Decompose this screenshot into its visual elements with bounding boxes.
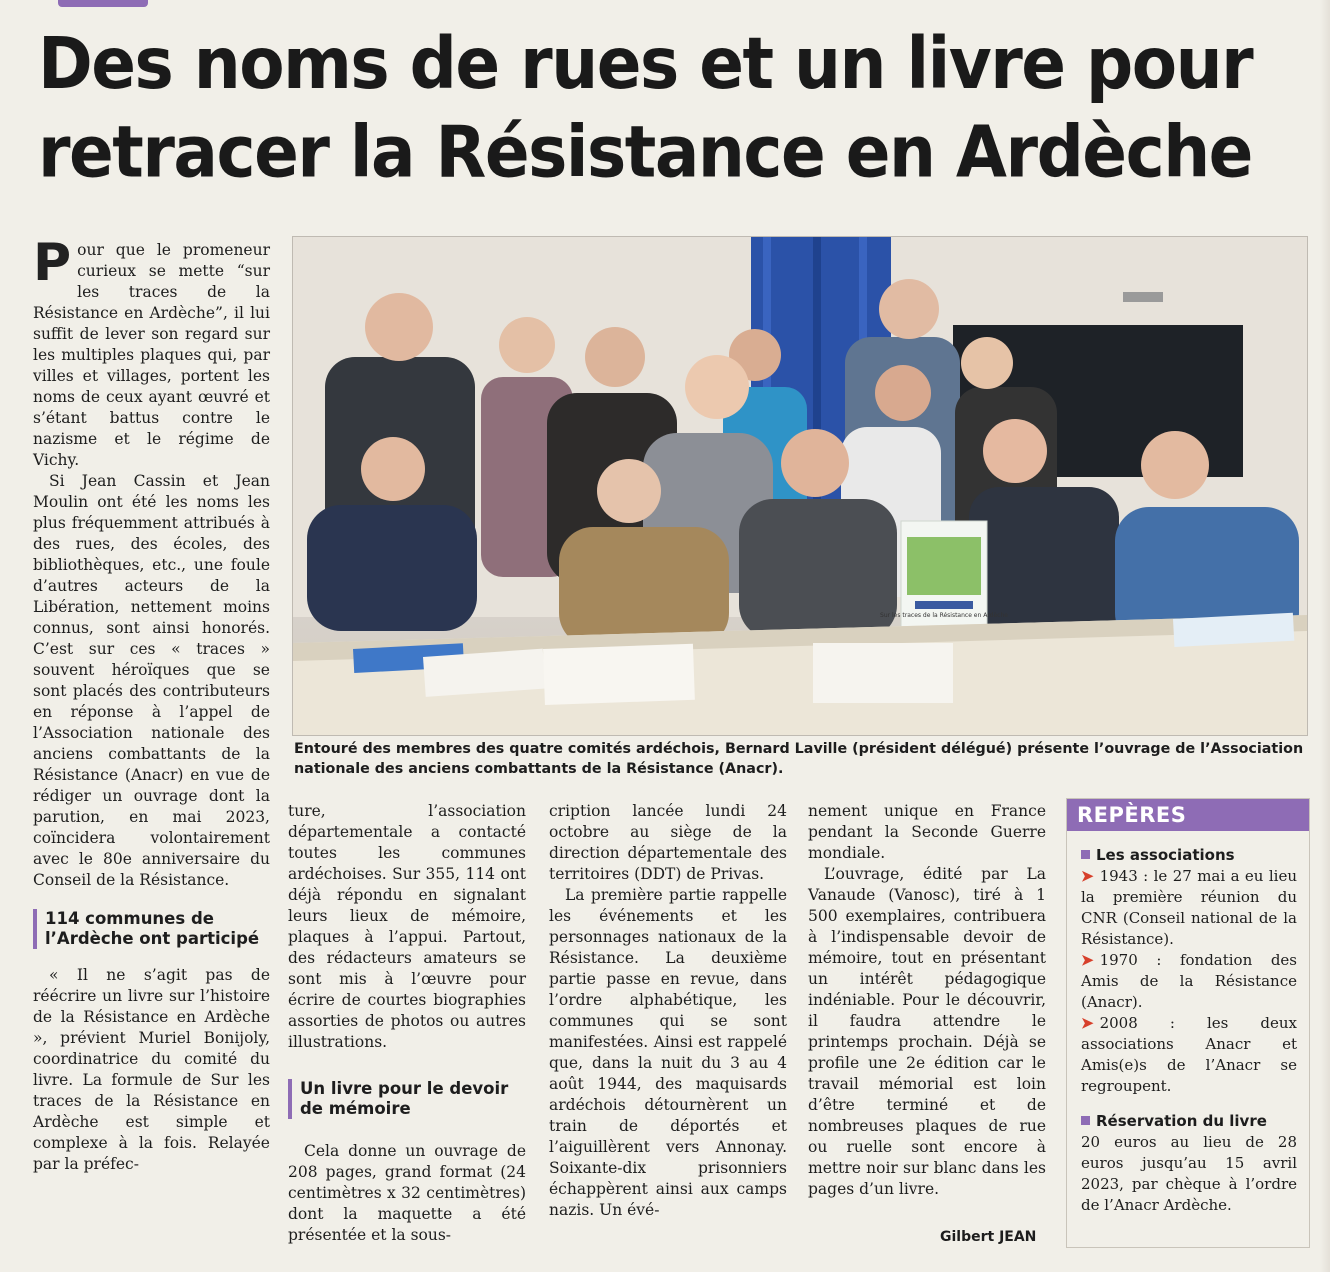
headline-line-1: Des noms de rues et un livre pour xyxy=(38,22,1253,106)
section-kicker-tab xyxy=(58,0,148,7)
arrow-icon: ➤ xyxy=(1081,1014,1094,1032)
paragraph: nement unique en France pendant la Seconde Guerre mondiale. xyxy=(808,802,1046,862)
group-photo xyxy=(292,236,1308,736)
sidebar-item: ➤ 2008 : les deux associations Anacr et Amis(e)s de l’Anacr se regroupent. xyxy=(1081,1014,1297,1095)
paragraph: cription lancée lundi 24 octobre au siège de la direction départementale des territoires (DDT) de Privas. xyxy=(549,802,787,883)
dropcap: P xyxy=(33,233,72,293)
column-3 xyxy=(549,801,787,1221)
subhead-communes: 114 communes de l’Ardèche ont participé xyxy=(33,909,270,949)
column-4 xyxy=(808,801,1046,1200)
sidebar-item: ➤ 1970 : fondation des Amis de la Résistance (Anacr). xyxy=(1081,951,1297,1011)
sidebar-title: REPÈRES xyxy=(1067,799,1309,831)
arrow-icon: ➤ xyxy=(1081,951,1094,969)
paragraph: L’ouvrage, édité par La Vanaude (Vanosc), tiré à 1 500 exemplaires, contribuera à l’indispensable devoir de mémoire, tout en présentant un intérêt pédagogique indéniable. Pour le découvrir, il faudra attendre le printemps prochain. Déjà se profile une 2e édition car le travail mémorial est loin d’être terminé et de nombreuses plaques de rue ou ruelle sont encore à mettre noir sur blanc dans les pages d’un livre. xyxy=(808,865,1046,1198)
paragraph: ture, l’association départementale a contacté toutes les communes ardéchoises. Sur 355, 114 ont déjà répondu en signalant leurs lieux de mémoire, plaques à l’appui. Partout, des rédacteurs amateurs se sont mis à l’œuvre pour écrire de courtes biographies assorties de photos ou autres illustrations. xyxy=(288,802,526,1051)
subhead-devoir-memoire: Un livre pour le devoir de mémoire xyxy=(288,1079,526,1119)
paragraph: La première partie rappelle les événements et les personnages nationaux de la Résistance. La deuxième partie passe en revue, dans l’ordre alphabétique, les communes qui se sont manifestées. Ainsi est rappelé que, dans la nuit du 3 au 4 août 1944, des maquisards ardéchois détournèrent un train de déportés et l’aiguillèrent vers Annonay. Soixante-dix prisonniers échappèrent ainsi aux camps nazis. Un évé- xyxy=(549,886,787,1219)
sidebar-reservation-text: 20 euros au lieu de 28 euros jusqu’au 15 avril 2023, par chèque à l’ordre de l’Anacr Ardèche. xyxy=(1081,1133,1297,1214)
paragraph: « Il ne s’agit pas de réécrire un livre sur l’histoire de la Résistance en Ardèche », prévient Muriel Bonijoly, coordinatrice du comité du livre. La formule de Sur les traces de la Résistance en Ardèche est simple et complexe à la fois. Relayée par la préfec- xyxy=(33,966,270,1173)
headline-line-2: retracer la Résistance en Ardèche xyxy=(38,110,1252,194)
paragraph: Cela donne un ouvrage de 208 pages, grand format (24 centimètres x 32 centimètres) dont la maquette a été présentée et la sous- xyxy=(288,1142,526,1244)
sidebar-section-reservation: Réservation du livre xyxy=(1081,1111,1299,1131)
arrow-icon: ➤ xyxy=(1081,867,1094,885)
headline xyxy=(38,20,1308,197)
sidebar-item: ➤ 1943 : le 27 mai a eu lieu la première réunion du CNR (Conseil national de la Résistance). xyxy=(1081,867,1297,948)
reperes-sidebar xyxy=(1066,798,1310,1248)
page-edge xyxy=(1320,0,1330,1272)
paragraph-intro: Pour que le promeneur curieux se mette “sur les traces de la Résistance en Ardèche”, il lui suffit de lever son regard sur les multiples plaques qui, par villes et villages, portent les noms de ceux ayant œuvré et s’étant battus contre le nazisme et le régime de Vichy. xyxy=(33,233,270,469)
book-cover-title: Sur les traces de la Résistance en Ardèche xyxy=(880,612,1008,619)
column-1 xyxy=(33,233,270,1175)
photo-caption: Entouré des membres des quatre comités ardéchois, Bernard Laville (président délégué) présente l’ouvrage de l’Association nationale des anciens combattants de la Résistance (Anacr). xyxy=(294,741,1304,777)
sidebar-section-associations: Les associations xyxy=(1081,845,1299,865)
author-signature: Gilbert JEAN xyxy=(940,1229,1037,1245)
group-photo-illustration xyxy=(293,237,1307,735)
paragraph: Si Jean Cassin et Jean Moulin ont été les noms les plus fréquemment attribués à des rues, des écoles, des bibliothèques, etc., une foule d’autres acteurs de la Libération, nettement moins connus, sont ainsi honorés. C’est sur ces « traces » souvent héroïques que se sont placés des contributeurs en réponse à l’appel de l’Association nationale des anciens combattants de la Résistance (Anacr) en vue de rédiger un ouvrage dont la parution, en mai 2023, coïncidera volontairement avec le 80e anniversaire du Conseil de la Résistance. xyxy=(33,472,270,889)
column-2 xyxy=(288,801,526,1246)
